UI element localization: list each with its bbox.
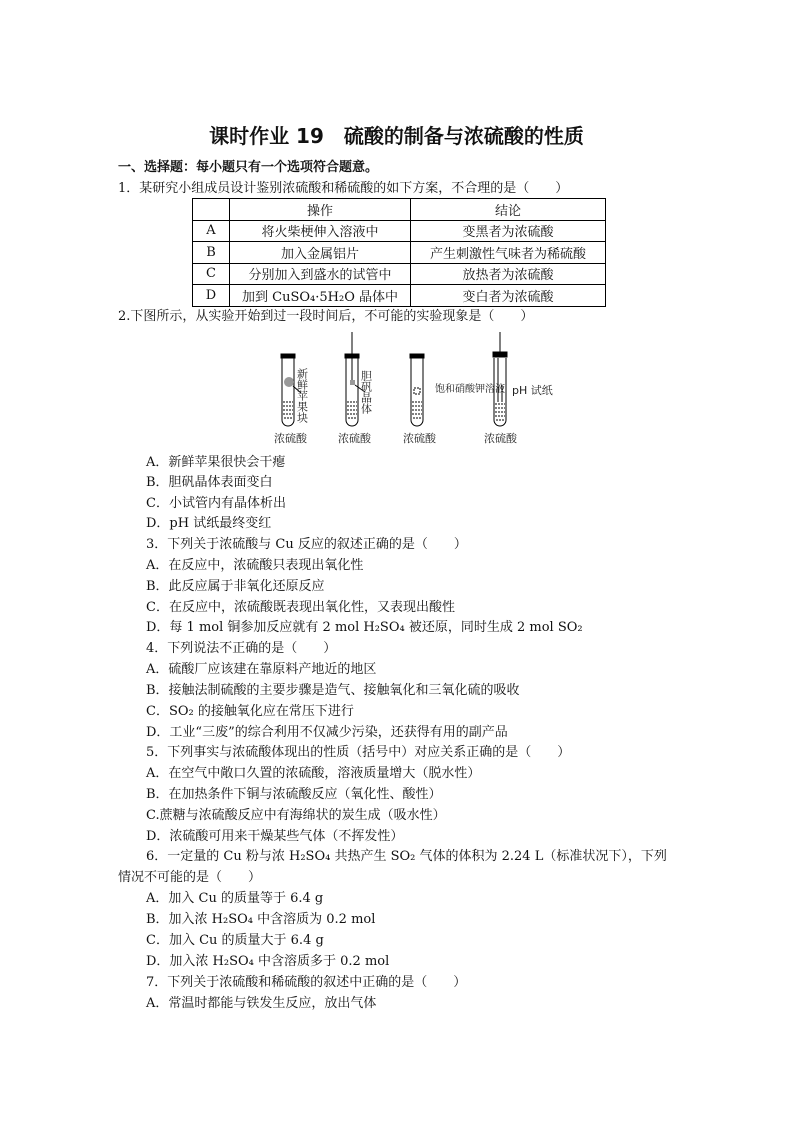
table-cell: 产生刺激性气味者为稀硫酸 (411, 242, 606, 264)
question-1-table (192, 198, 606, 307)
table-row (193, 263, 606, 285)
table-header: 结论 (411, 199, 606, 221)
table-header: 操作 (230, 199, 411, 221)
table-row (193, 220, 606, 242)
test-tube-ph-paper (493, 332, 507, 426)
option: A．加入 Cu 的质量等于 6.4 g (146, 891, 324, 906)
option: C.蔗糖与浓硫酸反应中有海绵状的炭生成（吸水性） (146, 808, 446, 823)
table-cell: 放热者为浓硫酸 (411, 263, 606, 285)
question-3-stem: 3．下列关于浓硫酸与 Cu 反应的叙述正确的是（ ） (146, 537, 467, 552)
tube-label: 浓硫酸 (274, 432, 307, 445)
question-6-stem-cont: 情况不可能的是（ ） (118, 870, 262, 885)
option: A．硫酸厂应该建在靠原料产地近的地区 (146, 662, 377, 677)
tube-label: 浓硫酸 (403, 432, 436, 445)
table-cell: D (193, 285, 230, 307)
label-ph-paper: pH 试纸 (512, 384, 553, 397)
question-7-stem: 7．下列关于浓硫酸和稀硫酸的叙述中正确的是（ ） (146, 975, 467, 990)
table-cell: A (193, 220, 230, 242)
option: C．SO₂ 的接触氧化应在常压下进行 (146, 704, 354, 719)
table-header-row (193, 199, 606, 221)
option: B．此反应属于非氧化还原反应 (146, 579, 325, 594)
question-2-stem: 2.下图所示，从实验开始到过一段时间后，不可能的实验现象是（ ） (118, 309, 534, 324)
option: C．加入 Cu 的质量大于 6.4 g (146, 933, 324, 948)
question-5-stem: 5．下列事实与浓硫酸体现出的性质（括号中）对应关系正确的是（ ） (146, 745, 571, 760)
option: B．加入浓 H₂SO₄ 中含溶质为 0.2 mol (146, 912, 376, 927)
option: D．pH 试纸最终变红 (146, 516, 272, 531)
question-1-stem: 1．某研究小组成员设计鉴别浓硫酸和稀硫酸的如下方案，不合理的是（ ） (118, 181, 569, 196)
option: A．在反应中，浓硫酸只表现出氧化性 (146, 558, 364, 573)
option: C．在反应中，浓硫酸既表现出氧化性，又表现出酸性 (146, 600, 455, 615)
page-title: 课时作业 19 硫酸的制备与浓硫酸的性质 (209, 124, 584, 148)
table-cell: 变白者为浓硫酸 (411, 285, 606, 307)
label-apple: 新鲜苹果块 (295, 368, 309, 423)
test-tube-kno3 (410, 354, 424, 426)
table-cell: B (193, 242, 230, 264)
question-6-stem: 6．一定量的 Cu 粉与浓 H₂SO₄ 共热产生 SO₂ 气体的体积为 2.24 L（标准状况下），下列 (146, 849, 667, 864)
table-header (193, 199, 230, 221)
option: C．小试管内有晶体析出 (146, 496, 286, 511)
option: D．工业“三废”的综合利用不仅减少污染，还获得有用的副产品 (146, 725, 508, 740)
tube-label: 浓硫酸 (484, 432, 517, 445)
table-cell: 分别加入到盛水的试管中 (230, 263, 411, 285)
option: B．在加热条件下铜与浓硫酸反应（氧化性、酸性） (146, 787, 442, 802)
option: B．胆矾晶体表面变白 (146, 475, 273, 490)
table-cell: 加到 CuSO₄·5H₂O 晶体中 (230, 285, 411, 307)
option: D．浓硫酸可用来干燥某些气体（不挥发性） (146, 829, 404, 844)
option: D．每 1 mol 铜参加反应就有 2 mol H₂SO₄ 被还原，同时生成 2 mol SO₂ (146, 620, 583, 635)
table-cell: C (193, 263, 230, 285)
option: A．常温时都能与铁发生反应，放出气体 (146, 996, 377, 1011)
experiment-figure (260, 330, 560, 450)
table-cell: 加入金属铝片 (230, 242, 411, 264)
tube-label: 浓硫酸 (338, 432, 371, 445)
table-cell: 变黑者为浓硫酸 (411, 220, 606, 242)
table-cell: 将火柴梗伸入溶液中 (230, 220, 411, 242)
option: A．新鲜苹果很快会干瘪 (146, 455, 286, 470)
table-row (193, 285, 606, 307)
option: A．在空气中敞口久置的浓硫酸，溶液质量增大（脱水性） (146, 766, 481, 781)
option: B．接触法制硫酸的主要步骤是造气、接触氧化和三氧化硫的吸收 (146, 683, 520, 698)
option: D．加入浓 H₂SO₄ 中含溶质多于 0.2 mol (146, 954, 390, 969)
question-4-stem: 4．下列说法不正确的是（ ） (146, 641, 337, 656)
label-kno3: 饱和硝酸钾溶液 (435, 384, 505, 395)
label-blue-vitriol: 胆矾晶体 (359, 370, 373, 414)
section-heading: 一、选择题：每小题只有一个选项符合题意。 (118, 160, 379, 175)
table-row (193, 242, 606, 264)
